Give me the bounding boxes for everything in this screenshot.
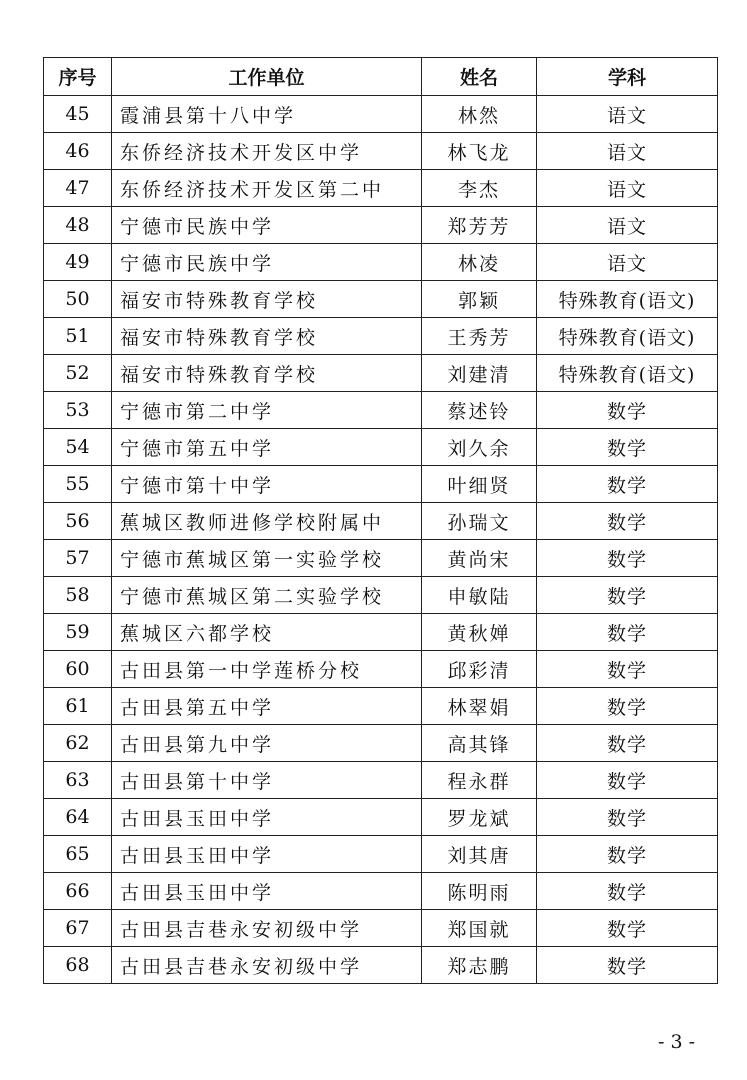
subject-cell: 数学 [537, 725, 718, 762]
serial-number-cell: 51 [44, 318, 112, 355]
table-row [44, 392, 718, 429]
subject-cell: 数学 [537, 799, 718, 836]
serial-number-cell: 55 [44, 466, 112, 503]
header-subject: 学科 [537, 58, 718, 96]
serial-number-cell: 64 [44, 799, 112, 836]
work-unit-cell: 宁德市民族中学 [112, 207, 422, 244]
name-cell: 郑芳芳 [422, 207, 537, 244]
work-unit-cell: 古田县玉田中学 [112, 836, 422, 873]
name-cell: 叶细贤 [422, 466, 537, 503]
work-unit-cell: 宁德市第十中学 [112, 466, 422, 503]
serial-number-cell: 62 [44, 725, 112, 762]
name-cell: 郑国就 [422, 910, 537, 947]
serial-number-cell: 49 [44, 244, 112, 281]
table-row [44, 688, 718, 725]
work-unit-cell: 宁德市第二中学 [112, 392, 422, 429]
subject-cell: 数学 [537, 540, 718, 577]
subject-cell: 数学 [537, 614, 718, 651]
work-unit-cell: 东侨经济技术开发区中学 [112, 133, 422, 170]
work-unit-cell: 宁德市第五中学 [112, 429, 422, 466]
work-unit-cell: 福安市特殊教育学校 [112, 281, 422, 318]
serial-number-cell: 60 [44, 651, 112, 688]
table-row [44, 466, 718, 503]
name-cell: 黄尚宋 [422, 540, 537, 577]
name-cell: 陈明雨 [422, 873, 537, 910]
subject-cell: 数学 [537, 873, 718, 910]
header-work-unit: 工作单位 [112, 58, 422, 96]
roster-table [43, 57, 718, 984]
name-cell: 林翠娟 [422, 688, 537, 725]
subject-cell: 数学 [537, 762, 718, 799]
serial-number-cell: 58 [44, 577, 112, 614]
subject-cell: 数学 [537, 651, 718, 688]
table-header [44, 58, 718, 96]
name-cell: 孙瑞文 [422, 503, 537, 540]
table-row [44, 318, 718, 355]
subject-cell: 数学 [537, 947, 718, 984]
subject-cell: 数学 [537, 688, 718, 725]
subject-cell: 数学 [537, 466, 718, 503]
serial-number-cell: 47 [44, 170, 112, 207]
subject-cell: 特殊教育(语文) [537, 281, 718, 318]
subject-cell: 数学 [537, 392, 718, 429]
name-cell: 邱彩清 [422, 651, 537, 688]
work-unit-cell: 东侨经济技术开发区第二中 [112, 170, 422, 207]
work-unit-cell: 古田县第九中学 [112, 725, 422, 762]
header-row [44, 58, 718, 96]
serial-number-cell: 57 [44, 540, 112, 577]
table-row [44, 614, 718, 651]
work-unit-cell: 蕉城区教师进修学校附属中 [112, 503, 422, 540]
table-row [44, 836, 718, 873]
name-cell: 程永群 [422, 762, 537, 799]
serial-number-cell: 63 [44, 762, 112, 799]
table-row [44, 910, 718, 947]
subject-cell: 数学 [537, 503, 718, 540]
table-row [44, 577, 718, 614]
name-cell: 申敏陆 [422, 577, 537, 614]
subject-cell: 语文 [537, 133, 718, 170]
header-serial-number: 序号 [44, 58, 112, 96]
serial-number-cell: 59 [44, 614, 112, 651]
work-unit-cell: 蕉城区六都学校 [112, 614, 422, 651]
table-row [44, 170, 718, 207]
table-row [44, 762, 718, 799]
serial-number-cell: 45 [44, 96, 112, 133]
serial-number-cell: 65 [44, 836, 112, 873]
name-cell: 黄秋婵 [422, 614, 537, 651]
subject-cell: 数学 [537, 910, 718, 947]
serial-number-cell: 53 [44, 392, 112, 429]
subject-cell: 特殊教育(语文) [537, 318, 718, 355]
table-row [44, 799, 718, 836]
name-cell: 林然 [422, 96, 537, 133]
name-cell: 李杰 [422, 170, 537, 207]
serial-number-cell: 50 [44, 281, 112, 318]
serial-number-cell: 66 [44, 873, 112, 910]
name-cell: 刘久余 [422, 429, 537, 466]
name-cell: 蔡述铃 [422, 392, 537, 429]
serial-number-cell: 54 [44, 429, 112, 466]
table-row [44, 133, 718, 170]
table-row [44, 244, 718, 281]
name-cell: 林飞龙 [422, 133, 537, 170]
subject-cell: 语文 [537, 96, 718, 133]
work-unit-cell: 古田县玉田中学 [112, 873, 422, 910]
serial-number-cell: 48 [44, 207, 112, 244]
subject-cell: 数学 [537, 429, 718, 466]
subject-cell: 特殊教育(语文) [537, 355, 718, 392]
serial-number-cell: 46 [44, 133, 112, 170]
serial-number-cell: 67 [44, 910, 112, 947]
serial-number-cell: 52 [44, 355, 112, 392]
table-row [44, 207, 718, 244]
table-row [44, 947, 718, 984]
table-row [44, 503, 718, 540]
table-row [44, 96, 718, 133]
serial-number-cell: 61 [44, 688, 112, 725]
work-unit-cell: 古田县吉巷永安初级中学 [112, 947, 422, 984]
work-unit-cell: 福安市特殊教育学校 [112, 318, 422, 355]
name-cell: 罗龙斌 [422, 799, 537, 836]
work-unit-cell: 宁德市民族中学 [112, 244, 422, 281]
subject-cell: 语文 [537, 244, 718, 281]
name-cell: 郑志鹏 [422, 947, 537, 984]
work-unit-cell: 宁德市蕉城区第二实验学校 [112, 577, 422, 614]
subject-cell: 数学 [537, 577, 718, 614]
table-row [44, 873, 718, 910]
serial-number-cell: 68 [44, 947, 112, 984]
table-row [44, 540, 718, 577]
name-cell: 郭颖 [422, 281, 537, 318]
name-cell: 刘其唐 [422, 836, 537, 873]
subject-cell: 语文 [537, 170, 718, 207]
work-unit-cell: 古田县第一中学莲桥分校 [112, 651, 422, 688]
page-number: - 3 - [657, 1031, 695, 1053]
subject-cell: 语文 [537, 207, 718, 244]
serial-number-cell: 56 [44, 503, 112, 540]
header-name: 姓名 [422, 58, 537, 96]
name-cell: 刘建清 [422, 355, 537, 392]
name-cell: 林凌 [422, 244, 537, 281]
table-body [44, 96, 718, 984]
subject-cell: 数学 [537, 836, 718, 873]
table-row [44, 281, 718, 318]
work-unit-cell: 霞浦县第十八中学 [112, 96, 422, 133]
table-row [44, 429, 718, 466]
work-unit-cell: 福安市特殊教育学校 [112, 355, 422, 392]
name-cell: 王秀芳 [422, 318, 537, 355]
table-row [44, 725, 718, 762]
work-unit-cell: 宁德市蕉城区第一实验学校 [112, 540, 422, 577]
work-unit-cell: 古田县第十中学 [112, 762, 422, 799]
work-unit-cell: 古田县吉巷永安初级中学 [112, 910, 422, 947]
name-cell: 高其锋 [422, 725, 537, 762]
table-row [44, 651, 718, 688]
work-unit-cell: 古田县第五中学 [112, 688, 422, 725]
work-unit-cell: 古田县玉田中学 [112, 799, 422, 836]
table-row [44, 355, 718, 392]
